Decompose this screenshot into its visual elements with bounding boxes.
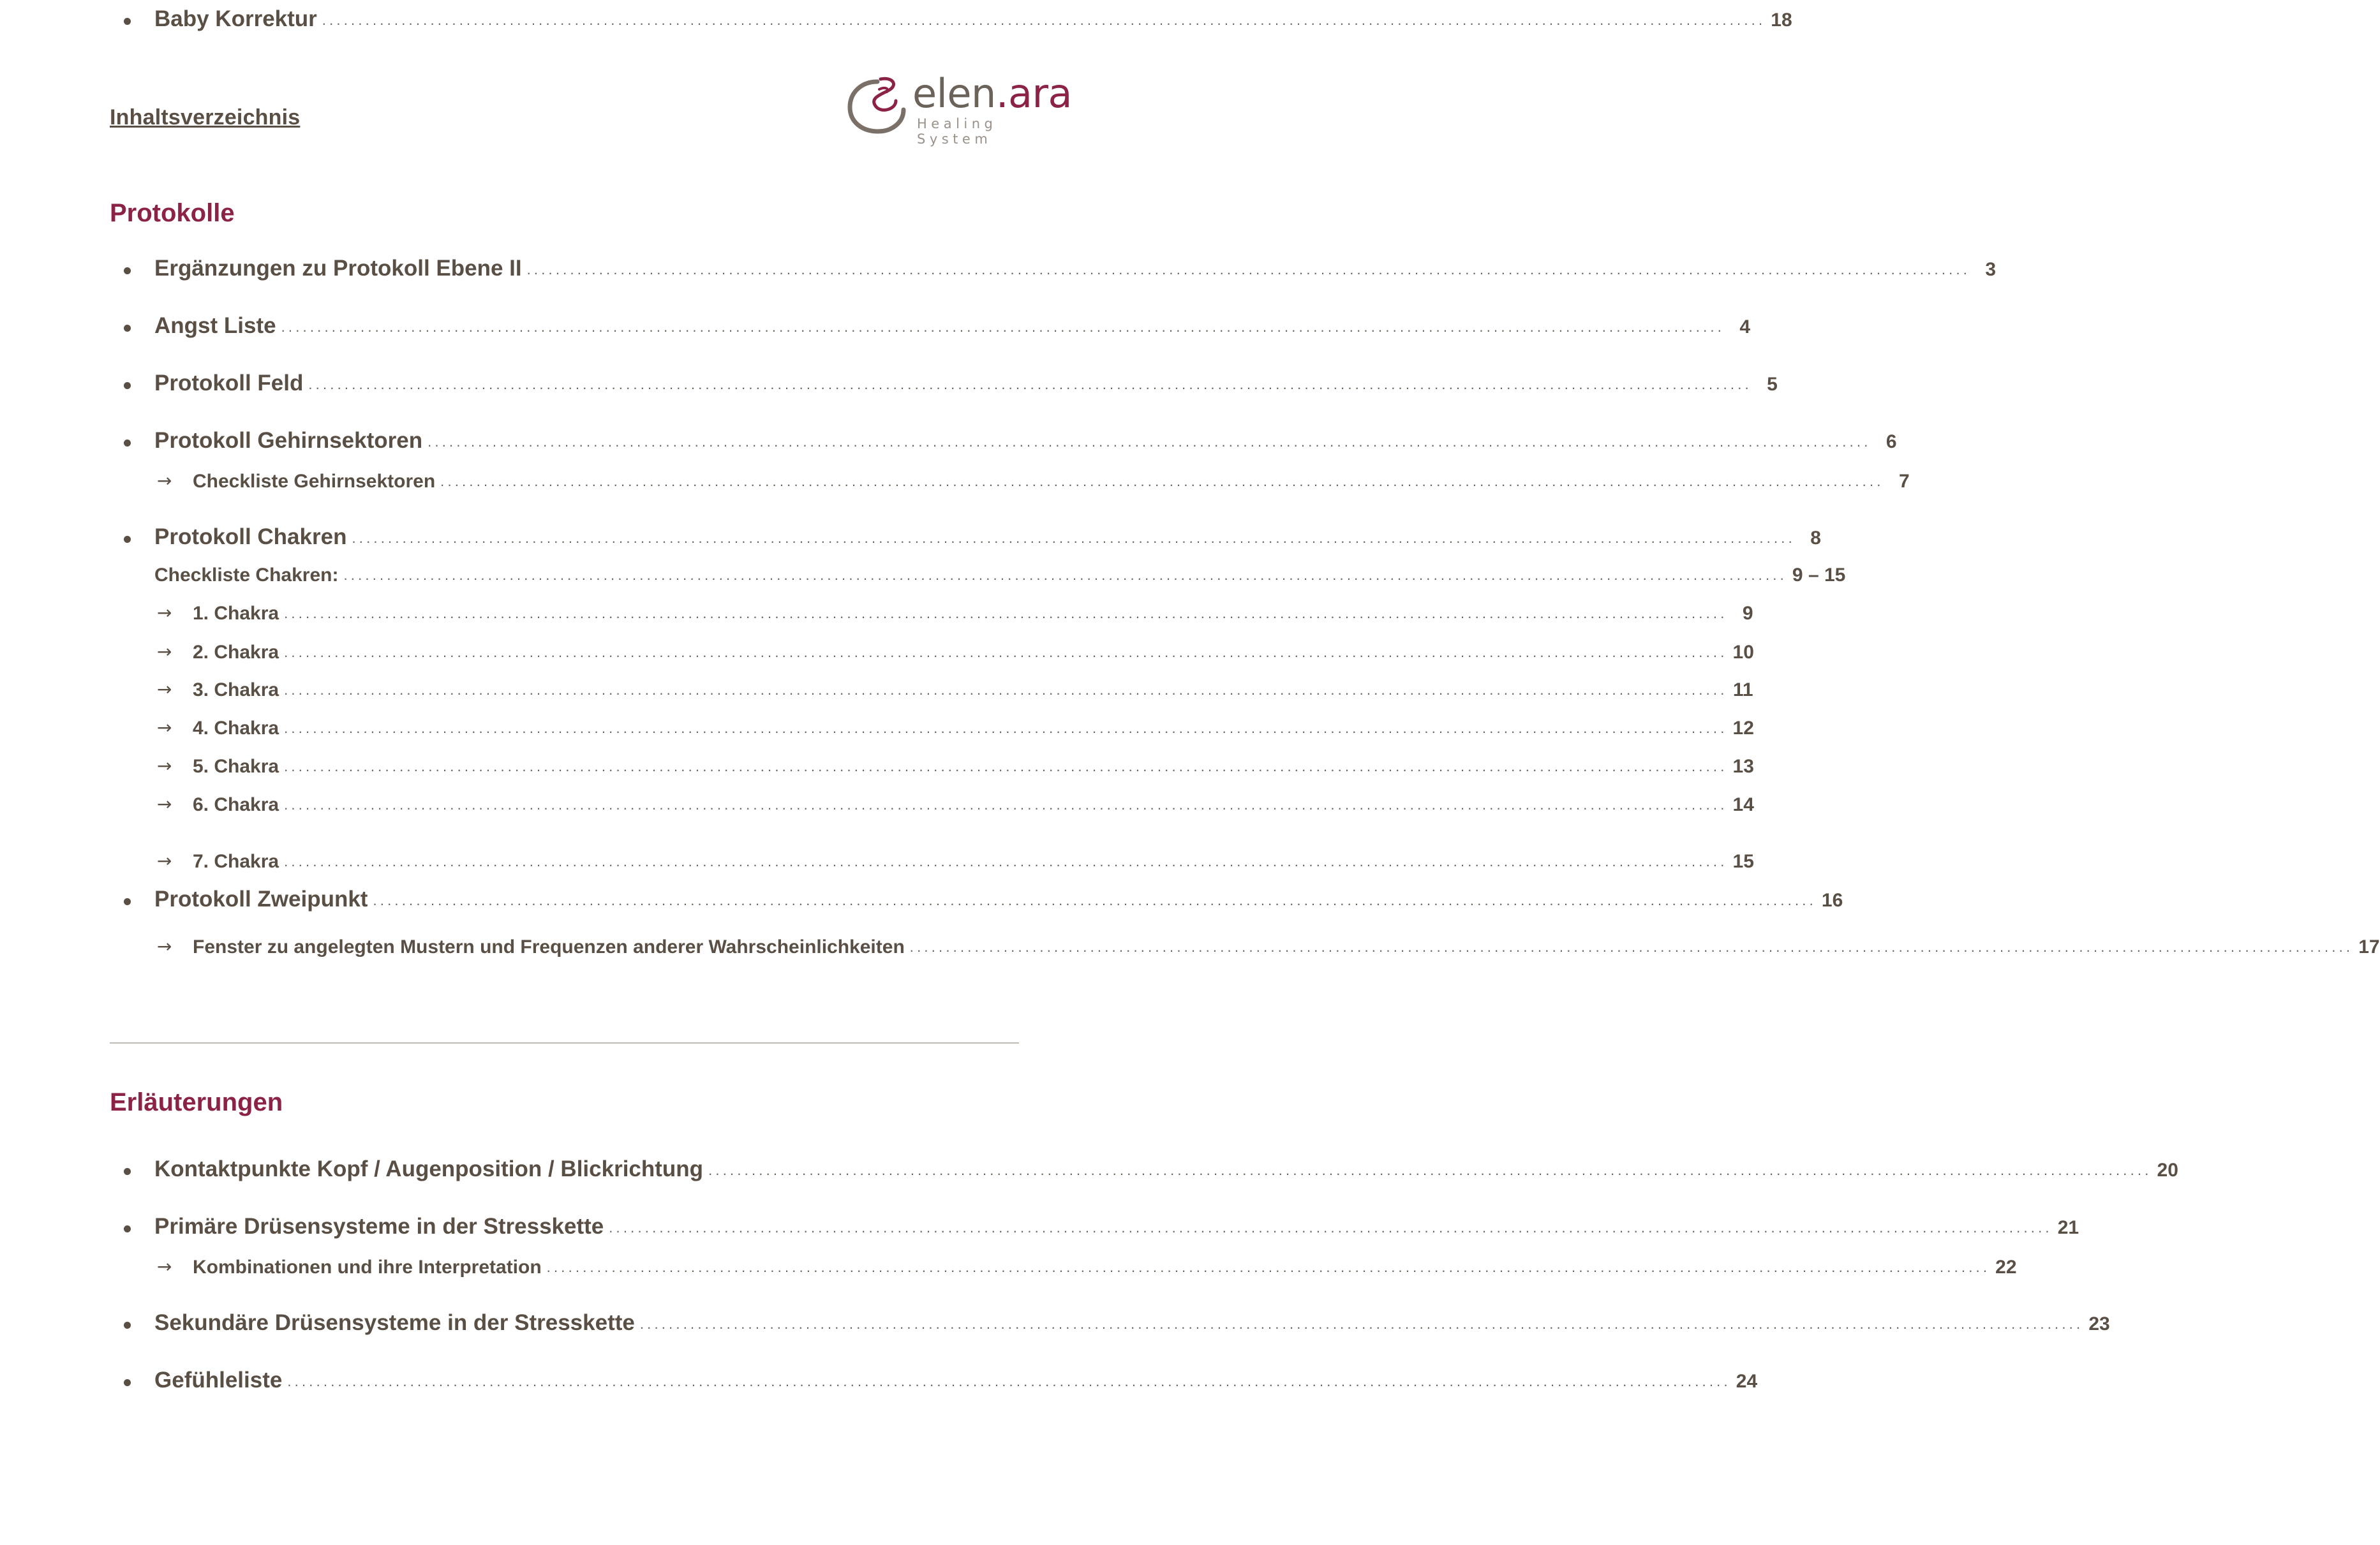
- toc-entry-line: [193, 718, 1754, 739]
- bullet-icon: [124, 382, 131, 389]
- toc-entry-label: Protokoll Chakren: [154, 524, 347, 549]
- dot-leader: ........................................................................................................................................................................................................: [284, 720, 1728, 736]
- logo-tagline: Healing System: [917, 116, 997, 147]
- toc-entry-page: 20: [2157, 1160, 2178, 1181]
- toc-entry-page: 6: [1885, 431, 1897, 452]
- dot-leader: ........................................................................................................................................................................................................: [343, 567, 1787, 583]
- toc-entry[interactable]: [0, 1361, 1758, 1393]
- page-title: Inhaltsverzeichnis: [110, 105, 301, 129]
- toc-entry-page: 5: [1767, 374, 1778, 395]
- bullet-icon: [124, 1379, 131, 1386]
- section-divider: [110, 1042, 1019, 1044]
- arrow-right-icon: →: [157, 717, 172, 738]
- toc-entry-page: 17: [2358, 936, 2380, 957]
- dot-leader: ........................................................................................................................................................................................................: [322, 12, 1766, 28]
- toc-entry[interactable]: [0, 554, 1846, 586]
- toc-entry-label: 5. Chakra: [193, 756, 279, 777]
- toc-entry-line: [193, 603, 1753, 625]
- dot-leader: ........................................................................................................................................................................................................: [546, 1259, 1991, 1275]
- toc-entry[interactable]: [0, 841, 1754, 873]
- toc-entry-label: Kombinationen und ihre Interpretation: [193, 1257, 542, 1278]
- bullet-icon: [124, 267, 131, 274]
- dot-leader: ........................................................................................................................................................................................................: [609, 1220, 2053, 1236]
- dot-leader: ........................................................................................................................................................................................................: [428, 434, 1871, 450]
- dot-leader: ........................................................................................................................................................................................................: [281, 319, 1725, 335]
- dot-leader: ........................................................................................................................................................................................................: [284, 758, 1728, 774]
- dot-leader: ........................................................................................................................................................................................................: [284, 682, 1728, 698]
- toc-entry-label: Angst Liste: [154, 313, 276, 338]
- toc-entry-label: 3. Chakra: [193, 679, 279, 700]
- toc-entry-page: 21: [2057, 1217, 2079, 1238]
- arrow-right-icon: →: [157, 755, 172, 776]
- toc-entry-label: 4. Chakra: [193, 718, 279, 739]
- toc-entry[interactable]: [0, 1246, 2017, 1278]
- toc-entry-label: Protokoll Zweipunkt: [154, 887, 368, 912]
- toc-entry-line: [154, 371, 1778, 396]
- toc-entry-page: 8: [1810, 528, 1821, 549]
- toc-entry-label: Checkliste Chakren:: [154, 565, 339, 586]
- toc-entry-page: 14: [1732, 794, 1754, 815]
- toc-entry[interactable]: [0, 307, 1751, 339]
- toc-entry-page: 9 – 15: [1792, 565, 1846, 586]
- toc-entry-page: 15: [1732, 851, 1754, 872]
- toc-entry[interactable]: [0, 518, 1821, 550]
- toc-entry-page: 7: [1898, 471, 1910, 492]
- toc-entry-page: 24: [1736, 1371, 1758, 1392]
- toc-entry-label: 1. Chakra: [193, 603, 279, 624]
- toc-entry-line: [193, 756, 1754, 778]
- toc-entry-label: Sekundäre Drüsensysteme in der Stresskette: [154, 1310, 635, 1335]
- toc-entry-label: 7. Chakra: [193, 851, 279, 872]
- toc-entry[interactable]: [0, 632, 1754, 663]
- dot-leader: ........................................................................................................................................................................................................: [284, 605, 1728, 621]
- dot-leader: ........................................................................................................................................................................................................: [284, 854, 1728, 869]
- dot-leader: ........................................................................................................................................................................................................: [639, 1316, 2084, 1332]
- bullet-icon: [124, 440, 131, 447]
- toc-entry[interactable]: [0, 364, 1778, 396]
- toc-entry-label: Protokoll Feld: [154, 371, 304, 395]
- toc-entry[interactable]: [0, 461, 1910, 492]
- toc-entry-page: 3: [1985, 259, 1997, 280]
- arrow-right-icon: →: [157, 602, 172, 623]
- arrow-right-icon: →: [157, 470, 172, 491]
- toc-entry-line: [154, 6, 1792, 32]
- dot-leader: ........................................................................................................................................................................................................: [373, 892, 1817, 908]
- dot-leader: ........................................................................................................................................................................................................: [526, 262, 1971, 277]
- toc-entry[interactable]: [0, 746, 1754, 778]
- toc-entry[interactable]: [0, 1150, 2178, 1182]
- toc-entry-page: 22: [1995, 1257, 2017, 1278]
- dot-leader: ........................................................................................................................................................................................................: [708, 1162, 2152, 1178]
- toc-entry-page: 9: [1742, 603, 1753, 624]
- bullet-icon: [124, 325, 131, 332]
- toc-entry-label: Gefühleliste: [154, 1368, 283, 1393]
- bullet-icon: [124, 18, 131, 25]
- toc-entry[interactable]: [0, 0, 1792, 32]
- arrow-right-icon: →: [157, 794, 172, 815]
- toc-entry-line: [154, 1214, 2079, 1239]
- toc-entry-line: [154, 256, 1997, 281]
- toc-entry[interactable]: [0, 784, 1754, 816]
- toc-entry-line: [154, 524, 1821, 550]
- bullet-icon: [124, 1168, 131, 1175]
- toc-entry-page: 4: [1739, 316, 1751, 337]
- bullet-icon: [124, 898, 131, 905]
- toc-entry-label: Kontaktpunkte Kopf / Augenposition / Blickrichtung: [154, 1157, 704, 1181]
- toc-entry-label: Primäre Drüsensysteme in der Stresskette: [154, 1214, 604, 1239]
- toc-entry-page: 13: [1732, 756, 1754, 777]
- toc-entry[interactable]: [0, 926, 2380, 958]
- dot-leader: ........................................................................................................................................................................................................: [308, 376, 1752, 392]
- toc-entry-line: [193, 936, 2380, 958]
- toc-entry-label: Protokoll Gehirnsektoren: [154, 428, 423, 453]
- toc-entry-page: 12: [1732, 718, 1754, 739]
- toc-entry-line: [193, 642, 1754, 663]
- toc-entry-line: [154, 1157, 2178, 1182]
- toc-entry-label: Checkliste Gehirnsektoren: [193, 471, 436, 492]
- toc-entry-page: 23: [2088, 1313, 2110, 1334]
- arrow-right-icon: →: [157, 850, 172, 871]
- dot-leader: ........................................................................................................................................................................................................: [287, 1373, 1731, 1389]
- toc-entry-page: 11: [1732, 679, 1753, 700]
- logo-wordmark: elen.ara: [912, 70, 1073, 117]
- arrow-right-icon: →: [157, 641, 172, 662]
- toc-entry[interactable]: [0, 422, 1897, 454]
- dot-leader: ........................................................................................................................................................................................................: [352, 530, 1796, 546]
- dot-leader: ........................................................................................................................................................................................................: [284, 797, 1728, 813]
- toc-entry-page: 10: [1732, 642, 1754, 663]
- toc-entry-line: [193, 471, 1910, 492]
- arrow-right-icon: →: [157, 1256, 172, 1277]
- toc-entry-line: [154, 313, 1751, 339]
- toc-entry-label: Baby Korrektur: [154, 6, 317, 31]
- toc-entry[interactable]: [0, 593, 1753, 625]
- toc-entry-label: Ergänzungen zu Protokoll Ebene II: [154, 256, 522, 281]
- logo-swirl-icon: [842, 70, 912, 140]
- dot-leader: ........................................................................................................................................................................................................: [909, 939, 2354, 955]
- toc-entry-line: [193, 794, 1754, 816]
- toc-entry-line: [193, 1257, 2017, 1278]
- toc-entry-line: [154, 1368, 1758, 1393]
- toc-entry-page: 16: [1821, 890, 1843, 911]
- toc-entry-line: [154, 887, 1843, 912]
- dot-leader: ........................................................................................................................................................................................................: [284, 644, 1728, 660]
- toc-entry-line: [193, 679, 1753, 701]
- toc-entry[interactable]: [0, 880, 1843, 912]
- section-heading-protokolle: Protokolle: [110, 199, 235, 227]
- toc-entry-label: 6. Chakra: [193, 794, 279, 815]
- arrow-right-icon: →: [157, 936, 172, 957]
- toc-entry[interactable]: [0, 249, 1997, 281]
- toc-entry-label: Fenster zu angelegten Mustern und Frequenzen anderer Wahrscheinlichkeiten: [193, 936, 905, 957]
- bullet-icon: [124, 1225, 131, 1232]
- toc-entry[interactable]: [0, 1208, 2079, 1239]
- toc-entry-line: [154, 1310, 2110, 1336]
- toc-entry-line: [154, 565, 1846, 586]
- toc-entry-line: [193, 851, 1754, 873]
- bullet-icon: [124, 536, 131, 543]
- toc-entry-line: [154, 428, 1897, 454]
- dot-leader: ........................................................................................................................................................................................................: [440, 473, 1884, 489]
- toc-entry[interactable]: [0, 1304, 2110, 1336]
- toc-entry[interactable]: [0, 707, 1754, 739]
- section-heading-erlaeuterungen: Erläuterungen: [110, 1088, 283, 1116]
- brand-logo: [842, 70, 1073, 147]
- toc-entry[interactable]: [0, 669, 1753, 701]
- bullet-icon: [124, 1322, 131, 1329]
- arrow-right-icon: →: [157, 679, 172, 700]
- toc-entry-label: 2. Chakra: [193, 642, 279, 663]
- toc-entry-page: 18: [1771, 10, 1792, 31]
